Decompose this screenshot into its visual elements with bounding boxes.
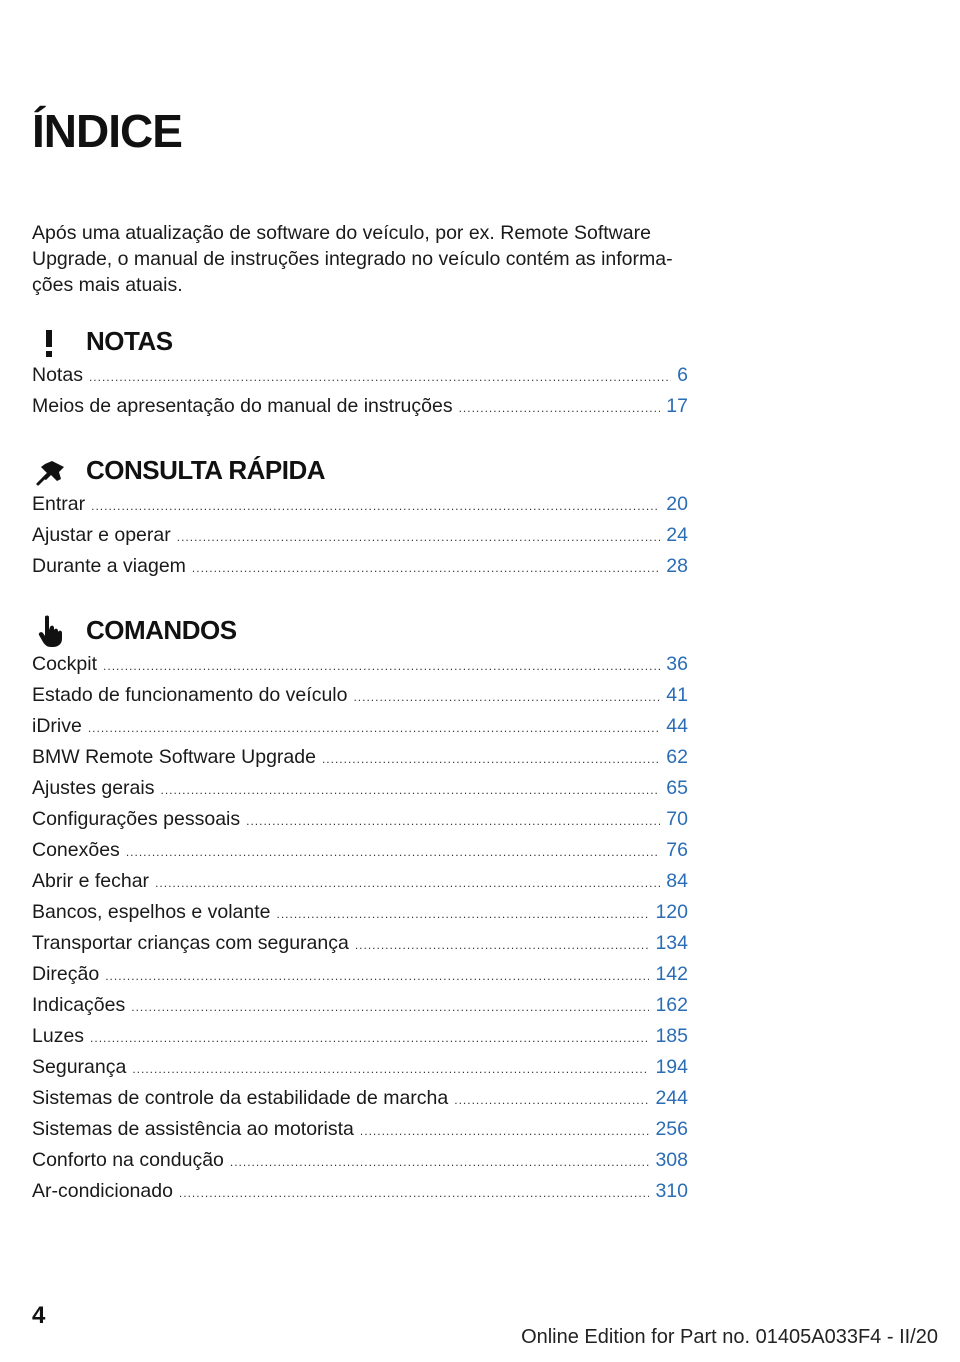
toc-entry[interactable] (32, 994, 688, 1025)
toc-entry[interactable] (32, 1025, 688, 1056)
toc-entry-label: Segurança (32, 1056, 127, 1078)
toc-entry-label: iDrive (32, 715, 82, 737)
dot-leader (179, 1186, 650, 1200)
toc-entry-label: Ajustes gerais (32, 777, 155, 799)
toc-entry[interactable] (32, 808, 688, 839)
toc-entry-label: Ajustar e operar (32, 524, 171, 546)
toc-entry-label: Sistemas de controle da estabilidade de marcha (32, 1087, 449, 1109)
toc-entry-page: 36 (666, 653, 688, 675)
toc-entry[interactable] (32, 1056, 688, 1087)
section-title: NOTAS (86, 326, 173, 356)
section-header (32, 320, 688, 364)
toc-entry[interactable] (32, 901, 688, 932)
toc-entry-page: 17 (666, 395, 688, 417)
toc-entry[interactable] (32, 870, 688, 901)
toc-entry-page: 120 (655, 901, 688, 923)
toc-list (32, 493, 688, 586)
toc-entry-page: 70 (666, 808, 688, 830)
toc-entry[interactable] (32, 1180, 688, 1211)
footer-edition: Online Edition for Part no. 01405A033F4 - II/20 (521, 1326, 938, 1348)
toc-entry[interactable] (32, 684, 688, 715)
toc-entry-page: 185 (655, 1025, 688, 1047)
section-consulta-rapida (32, 449, 688, 586)
dot-leader (132, 1062, 649, 1076)
toc-entry-page: 20 (666, 493, 688, 515)
toc-list (32, 364, 688, 426)
dot-leader (454, 1093, 649, 1107)
toc-entry-page: 62 (666, 746, 688, 768)
dot-leader (89, 370, 671, 384)
dot-leader (277, 907, 650, 921)
dot-leader (177, 530, 661, 544)
dot-leader (131, 1000, 649, 1014)
pin-icon (32, 453, 72, 489)
dot-leader (355, 938, 650, 952)
toc-entry[interactable] (32, 395, 688, 426)
dot-leader (90, 1031, 649, 1045)
toc-entry-label: Meios de apresentação do manual de instruções (32, 395, 453, 417)
toc-entry-page: 41 (666, 684, 688, 706)
toc-entry-page: 134 (655, 932, 688, 954)
toc-entry[interactable] (32, 715, 688, 746)
toc-entry-label: Conexões (32, 839, 120, 861)
toc-entry-page: 310 (655, 1180, 688, 1202)
dot-leader (103, 659, 660, 673)
toc-entry[interactable] (32, 653, 688, 684)
toc-entry-label: Cockpit (32, 653, 98, 675)
toc-entry-page: 28 (666, 555, 688, 577)
exclamation-icon (32, 324, 72, 360)
toc-entry-label: Direção (32, 963, 100, 985)
toc-entry[interactable] (32, 364, 688, 395)
dot-leader (91, 499, 660, 513)
dot-leader (322, 752, 660, 766)
intro-text: Após uma atualização de software do veículo, por ex. Remote Software Upgrade, o manual de instruções integrado no veículo contém as informa-ções mais atuais. (32, 222, 673, 296)
toc-entry-page: 142 (655, 963, 688, 985)
toc-entry-page: 6 (677, 364, 688, 386)
dot-leader (353, 690, 660, 704)
dot-leader (155, 876, 660, 890)
dot-leader (230, 1155, 650, 1169)
toc-entry-page: 308 (655, 1149, 688, 1171)
toc-entry[interactable] (32, 746, 688, 777)
toc-entry-label: Notas (32, 364, 83, 386)
dot-leader (160, 783, 660, 797)
toc-entry-label: Transportar crianças com segurança (32, 932, 349, 954)
toc-entry-page: 76 (666, 839, 688, 861)
toc-entry[interactable] (32, 839, 688, 870)
page-number: 4 (32, 1302, 46, 1329)
dot-leader (105, 969, 649, 983)
toc-entry-page: 65 (666, 777, 688, 799)
toc-entry-page: 84 (666, 870, 688, 892)
toc-entry-page: 244 (655, 1087, 688, 1109)
dot-leader (246, 814, 660, 828)
page-title: ÍNDICE (32, 105, 182, 157)
toc-entry[interactable] (32, 932, 688, 963)
toc-entry-label: Sistemas de assistência ao motorista (32, 1118, 354, 1140)
hand-pointer-icon (32, 613, 72, 649)
toc-entry-label: Durante a viagem (32, 555, 186, 577)
toc-entry-label: Luzes (32, 1025, 85, 1047)
toc-entry-label: Ar-condicionado (32, 1180, 173, 1202)
toc-entry-page: 256 (655, 1118, 688, 1140)
toc-entry-label: Conforto na condução (32, 1149, 224, 1171)
section-title: CONSULTA RÁPIDA (86, 455, 326, 485)
section-header (32, 449, 688, 493)
dot-leader (192, 561, 660, 575)
toc-entry[interactable] (32, 1087, 688, 1118)
section-notas (32, 320, 688, 426)
section-header (32, 609, 688, 653)
toc-entry-label: Estado de funcionamento do veículo (32, 684, 348, 706)
toc-entry[interactable] (32, 493, 688, 524)
toc-entry[interactable] (32, 524, 688, 555)
dot-leader (88, 721, 660, 735)
toc-entry-label: Bancos, espelhos e volante (32, 901, 271, 923)
dot-leader (459, 401, 661, 415)
section-comandos (32, 609, 688, 1211)
toc-entry-page: 162 (655, 994, 688, 1016)
toc-entry-label: Configurações pessoais (32, 808, 241, 830)
toc-entry-label: Indicações (32, 994, 126, 1016)
toc-entry[interactable] (32, 963, 688, 994)
toc-entry[interactable] (32, 777, 688, 808)
toc-entry-page: 194 (655, 1056, 688, 1078)
toc-entry[interactable] (32, 555, 688, 586)
toc-entry-label: Entrar (32, 493, 86, 515)
toc-entry-page: 24 (666, 524, 688, 546)
toc-entry-label: BMW Remote Software Upgrade (32, 746, 316, 768)
section-title: COMANDOS (86, 615, 237, 645)
toc-list (32, 653, 688, 1211)
dot-leader (126, 845, 660, 859)
toc-entry[interactable] (32, 1149, 688, 1180)
dot-leader (360, 1124, 650, 1138)
toc-entry-page: 44 (666, 715, 688, 737)
toc-entry-label: Abrir e fechar (32, 870, 150, 892)
toc-entry[interactable] (32, 1118, 688, 1149)
